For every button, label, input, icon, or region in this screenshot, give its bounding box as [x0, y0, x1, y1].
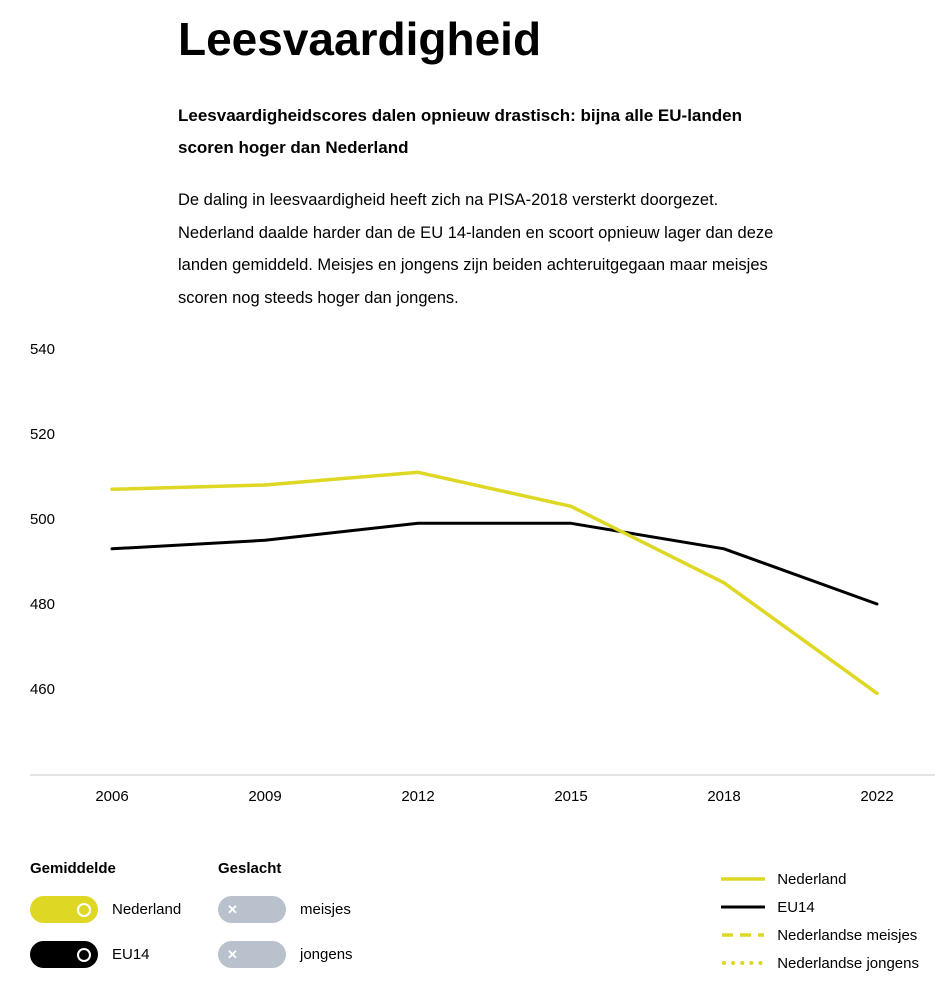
toggle-off-x-icon: ✕ — [227, 902, 238, 917]
line-chart-container — [0, 330, 949, 815]
toggle-eu14[interactable] — [30, 941, 218, 968]
legend-item-nederlandse-jongens — [721, 949, 919, 977]
y-tick-label: 480 — [29, 596, 55, 613]
footer-controls — [30, 860, 919, 977]
legend-label: EU14 — [777, 898, 815, 916]
chart-description: De daling in leesvaardigheid heeft zich na PISA-2018 versterkt doorgezet. Nederland daalde harder dan de EU 14-landen en scoort opnieuw lager dan deze landen gemiddeld. Meisjes en jongens zijn beiden achteruitgegaan maar meisjes scoren nog steeds hoger dan jongens. — [178, 191, 774, 307]
toggle-label-nederland: Nederland — [112, 901, 182, 918]
y-tick-label: 500 — [29, 511, 55, 528]
y-tick-label: 460 — [29, 681, 55, 698]
legend-line-dotted-yellow-icon — [721, 960, 765, 966]
toggle-jongens[interactable] — [218, 941, 458, 968]
x-tick-label: 2018 — [707, 788, 741, 805]
legend-item-eu14 — [721, 893, 919, 921]
chart-legend — [721, 860, 919, 977]
x-tick-label: 2009 — [248, 788, 282, 805]
toggle-off-x-icon: ✕ — [227, 947, 238, 962]
x-tick-label: 2022 — [860, 788, 894, 805]
toggle-pill-meisjes[interactable] — [218, 896, 286, 923]
toggle-label-eu14: EU14 — [112, 946, 150, 963]
gemiddelde-heading: Gemiddelde — [30, 860, 116, 877]
y-tick-label: 540 — [29, 341, 55, 358]
y-tick-label: 520 — [29, 426, 55, 443]
toggle-on-knob-icon — [77, 948, 91, 962]
toggle-label-jongens: jongens — [300, 946, 353, 963]
toggle-label-meisjes: meisjes — [300, 901, 351, 918]
series-line-eu14 — [112, 523, 877, 604]
toggle-meisjes[interactable] — [218, 896, 458, 923]
x-tick-label: 2015 — [554, 788, 588, 805]
x-tick-label: 2012 — [401, 788, 435, 805]
geslacht-group — [218, 860, 458, 977]
legend-label: Nederlandse meisjes — [777, 926, 918, 944]
toggle-pill-eu14[interactable] — [30, 941, 98, 968]
toggle-pill-nederland[interactable] — [30, 896, 98, 923]
chart-subtitle: Leesvaardigheidscores dalen opnieuw drastisch: bijna alle EU-landen scoren hoger dan Nederland — [178, 106, 742, 157]
toggle-nederland[interactable] — [30, 896, 218, 923]
gemiddelde-group — [30, 860, 218, 977]
legend-line-dashed-yellow-icon — [721, 932, 765, 938]
line-chart — [0, 330, 949, 815]
legend-item-nederlandse-meisjes — [721, 921, 919, 949]
toggle-on-knob-icon — [77, 903, 91, 917]
page-title: Leesvaardigheid — [178, 13, 542, 65]
legend-label: Nederland — [777, 870, 847, 888]
geslacht-heading: Geslacht — [218, 860, 282, 877]
series-line-nederland — [112, 472, 877, 693]
legend-line-solid-yellow-icon — [721, 876, 765, 882]
legend-label: Nederlandse jongens — [777, 954, 919, 972]
x-tick-label: 2006 — [95, 788, 129, 805]
legend-item-nederland — [721, 865, 919, 893]
legend-line-solid-black-icon — [721, 904, 765, 910]
toggle-pill-jongens[interactable] — [218, 941, 286, 968]
